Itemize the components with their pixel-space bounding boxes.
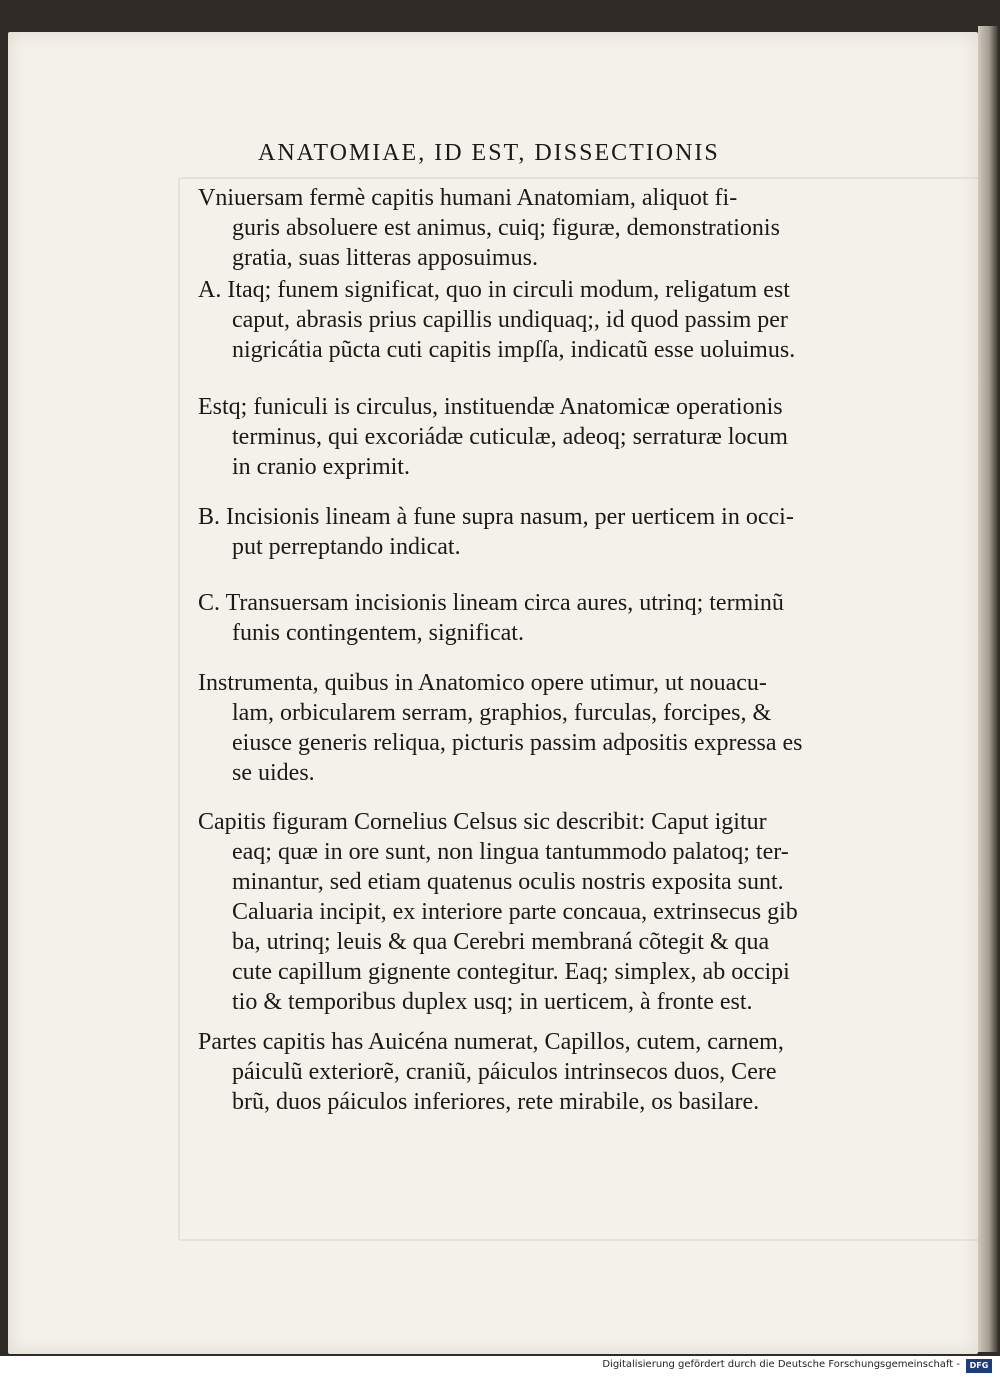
text-line: tio & temporibus duplex usq; in uerticem, à fronte est. (232, 989, 753, 1015)
text-line: minantur, sed etiam quatenus oculis nostris exposita sunt. (232, 869, 784, 895)
text-line: in cranio exprimit. (232, 454, 410, 480)
paragraph-auicena (198, 1027, 888, 1117)
text-line: Instrumenta, quibus in Anatomico opere utimur, ut nouacu- (198, 670, 767, 696)
text-line: se uides. (232, 760, 315, 786)
paragraph-instrumenta (198, 668, 888, 788)
paragraph-celsus (198, 807, 888, 1017)
funding-credit: Digitalisierung gefördert durch die Deutsche Forschungsgemeinschaft - (602, 1359, 960, 1370)
text-line: caput, abrasis prius capillis undiquaq;, id quod passim per (232, 307, 788, 333)
text-line: nigricátia pũcta cuti capitis impſſa, indicatũ esse uoluimus. (232, 337, 796, 363)
text-line: terminus, qui excoriádæ cuticulæ, adeoq; serraturæ locum (232, 424, 788, 450)
text-line: C. Transuersam incisionis lineam circa aures, utrinq; terminũ (198, 590, 784, 616)
text-line: Estq; funiculi is circulus, instituendæ Anatomicæ operationis (198, 394, 783, 420)
paragraph-intro (198, 183, 888, 273)
digitization-footer (0, 1356, 1000, 1377)
text-line: Caluaria incipit, ex interiore parte concaua, extrinsecus gib (232, 899, 798, 925)
text-line: lam, orbicularem serram, graphios, furculas, forcipes, & (232, 700, 772, 726)
text-line: gratia, suas litteras apposuimus. (232, 245, 538, 271)
text-line: B. Incisionis lineam à fune supra nasum, per uerticem in occi- (198, 504, 794, 530)
text-line: ba, utrinq; leuis & qua Cerebri membraná cõtegit & qua (232, 929, 770, 955)
paragraph-b (198, 502, 888, 562)
text-line: Partes capitis has Auicéna numerat, Capillos, cutem, carnem, (198, 1029, 784, 1055)
running-heading: ANATOMIAE, ID EST, DISSECTIONIS (258, 140, 720, 166)
paragraph-a (198, 275, 888, 365)
text-line: put perreptando indicat. (232, 534, 461, 560)
text-line: guris absoluere est animus, cuiq; figuræ, demonstrationis (232, 215, 780, 241)
text-line: Capitis figuram Cornelius Celsus sic describit: Caput igitur (198, 809, 767, 835)
text-line: eaq; quæ in ore sunt, non lingua tantummodo palatoq; ter- (232, 839, 789, 865)
text-line: brũ, duos páiculos inferiores, rete mirabile, os basilare. (232, 1089, 760, 1115)
text-line: funis contingentem, significat. (232, 620, 524, 646)
paragraph-circulus (198, 392, 888, 482)
text-line: Vniuersam fermè capitis humani Anatomiam, aliquot fi- (198, 185, 738, 211)
text-line: páiculũ exteriorẽ, craniũ, páiculos intrinsecos duos, Cere (232, 1059, 777, 1085)
dfg-logo-icon: DFG (966, 1359, 992, 1373)
paragraph-c (198, 588, 888, 648)
text-line: A. Itaq; funem significat, quo in circuli modum, religatum est (198, 277, 790, 303)
text-line: eiusce generis reliqua, picturis passim adpositis expressa es (232, 730, 803, 756)
text-line: cute capillum gignente contegitur. Eaq; simplex, ab occipi (232, 959, 790, 985)
